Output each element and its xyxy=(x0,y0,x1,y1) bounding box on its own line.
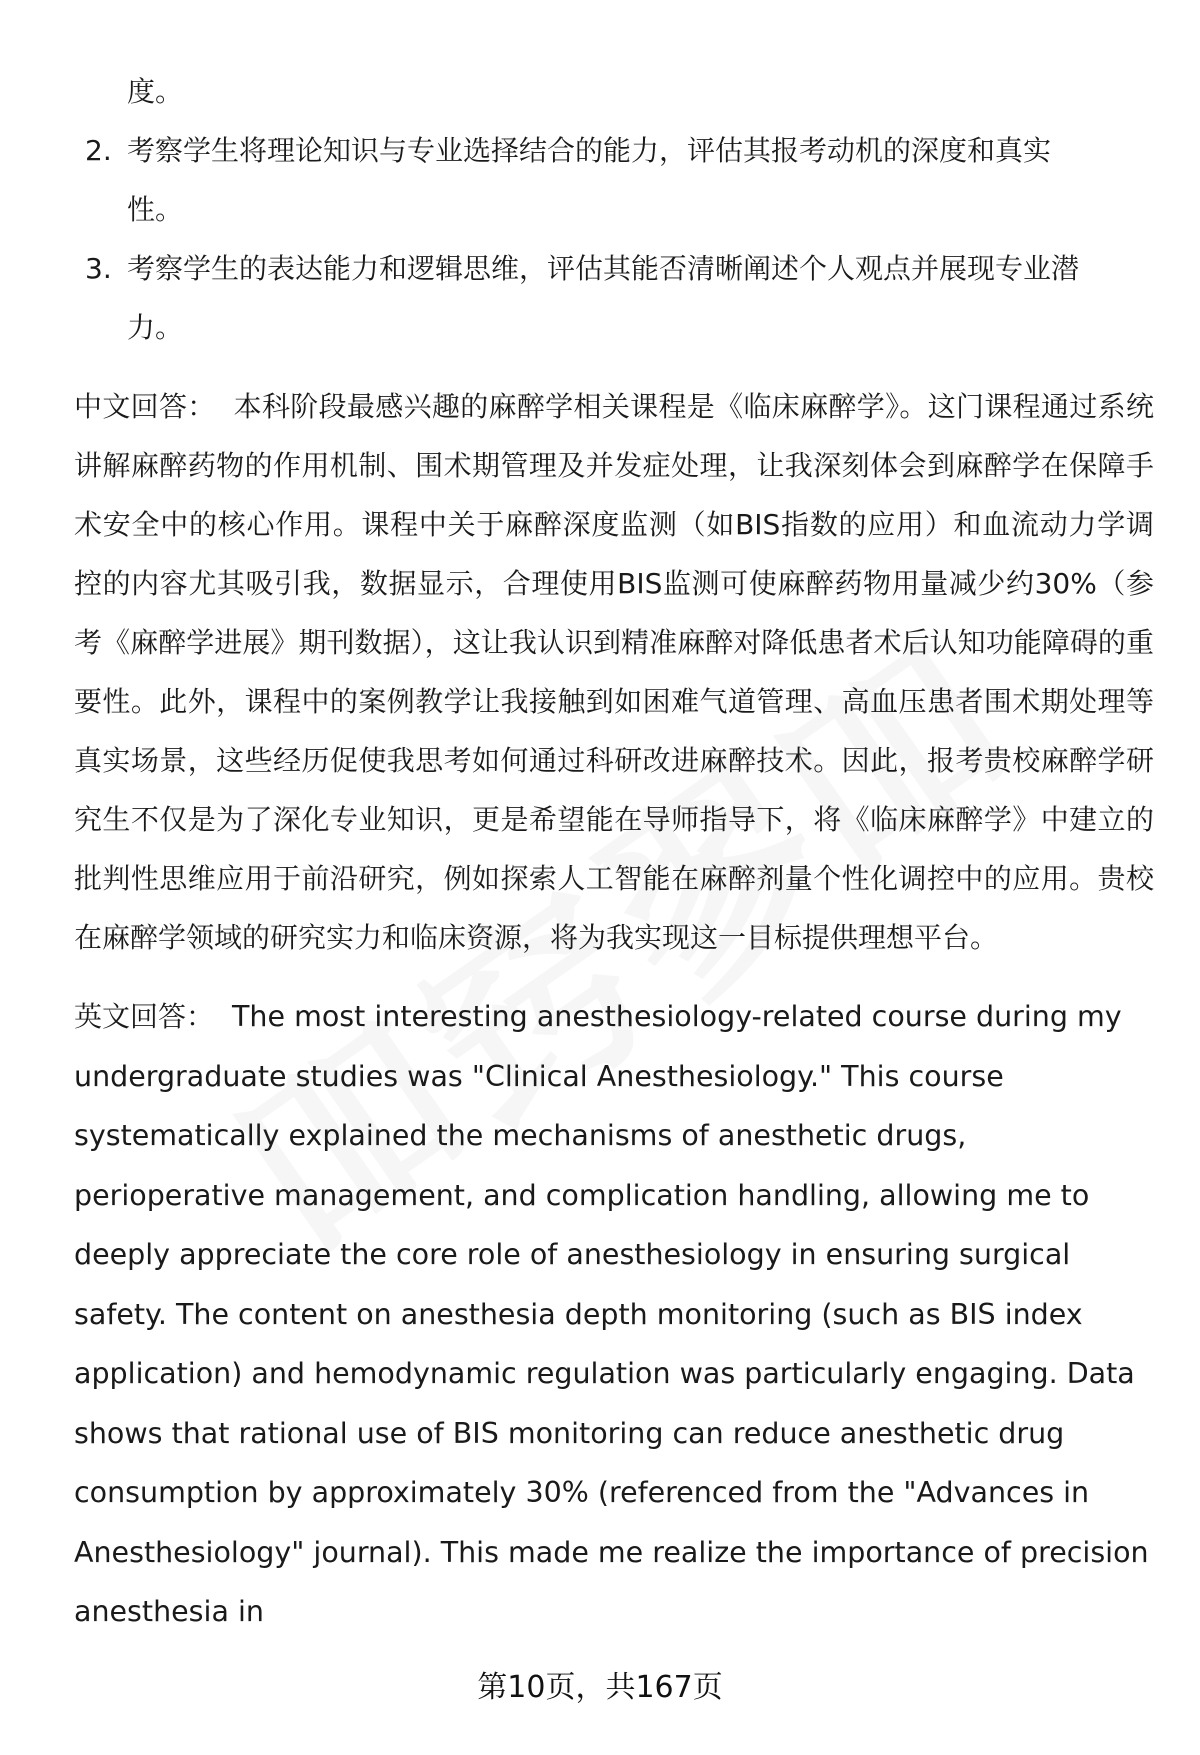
list-item-2 xyxy=(74,121,1154,239)
list-item-text: 考察学生的表达能力和逻辑思维，评估其能否清晰阐述个人观点并展现专业潜 xyxy=(127,252,1080,285)
list-item-number: 2. xyxy=(85,134,112,167)
chinese-answer-text: 本科阶段最感兴趣的麻醉学相关课程是《临床麻醉学》。这门课程通过系统讲解麻醉药物的作用机制、围术期管理及并发症处理，让我深刻体会到麻醉学在保障手术安全中的核心作用。课程中关于麻醉深度监测（如BIS指数的应用）和血流动力学调控的内容尤其吸引我，数据显示，合理使用BIS监测可使麻醉药物用量减少约30%（参考《麻醉学进展》期刊数据），这让我认识到精准麻醉对降低患者术后认知功能障碍的重要性。此外，课程中的案例教学让我接触到如困难气道管理、高血压患者围术期处理等真实场景，这些经历促使我思考如何通过科研改进麻醉技术。因此，报考贵校麻醉学研究生不仅是为了深化专业知识，更是希望能在导师指导下，将《临床麻醉学》中建立的批判性思维应用于前沿研究，例如探索人工智能在麻醉剂量个性化调控中的应用。贵校在麻醉学领域的研究实力和临床资源，将为我实现这一目标提供理想平台。 xyxy=(74,390,1154,954)
list-item-text-continued: 性。 xyxy=(127,193,184,226)
english-answer-label: 英文回答： xyxy=(74,1000,215,1033)
list-item-text: 考察学生将理论知识与专业选择结合的能力，评估其报考动机的深度和真实 xyxy=(127,134,1052,167)
list-item-3 xyxy=(74,239,1154,357)
english-answer-text: The most interesting anesthesiology-related course during my undergraduate studies was "Clinical Anesthesiology." This course systematically explained the mechanisms of anesthetic drugs, perioperative management, and complication handling, allowing me to deeply appreciate the core role of anesthesiology in ensuring surgical safety. The content on anesthesia depth monitoring (such as BIS index application) and hemodynamic regulation was particularly engaging. Data shows that rational use of BIS monitoring can reduce anesthetic drug consumption by approximately 30% (referenced from the "Advances in Anesthesiology" journal). This made me realize the importance of precision anesthesia in xyxy=(74,1000,1149,1628)
english-answer-paragraph xyxy=(74,987,1154,1642)
list-item-number: 3. xyxy=(85,252,112,285)
page-content xyxy=(74,62,1154,1642)
list-item-text-continued: 力。 xyxy=(127,311,184,344)
chinese-answer-paragraph xyxy=(74,377,1154,967)
page-number-footer: 第10页，共167页 xyxy=(477,1670,723,1705)
chinese-answer-label: 中文回答： xyxy=(74,390,216,423)
list-item-tail: 度。 xyxy=(127,75,184,108)
